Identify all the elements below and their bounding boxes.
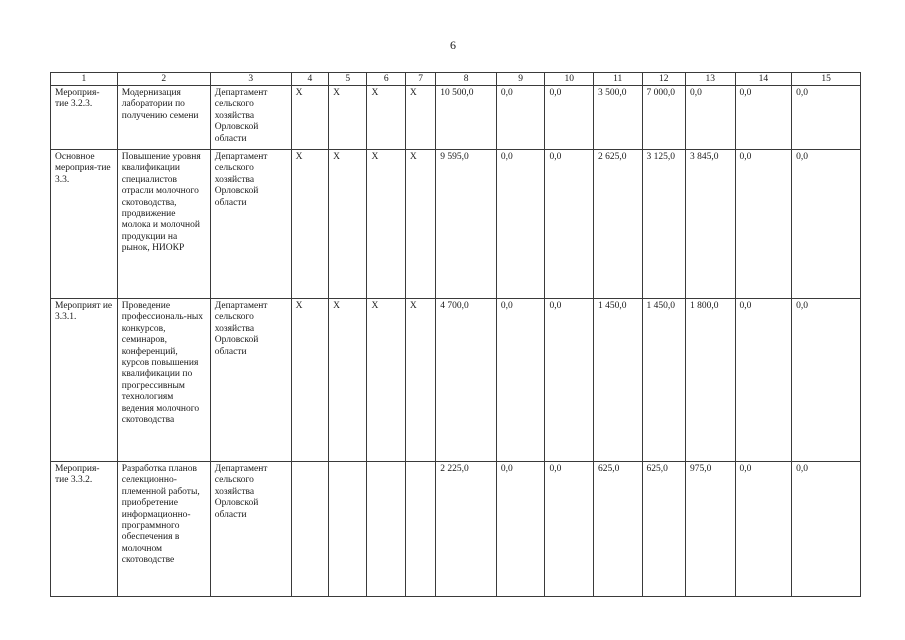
cell-col10: 0,0 bbox=[545, 299, 594, 462]
column-header: 14 bbox=[735, 73, 792, 86]
budget-table bbox=[50, 72, 861, 597]
cell-col13: 975,0 bbox=[685, 462, 735, 597]
cell-col9: 0,0 bbox=[496, 462, 545, 597]
cell-col5: X bbox=[329, 299, 367, 462]
cell-col4 bbox=[291, 462, 328, 597]
cell-col12: 625,0 bbox=[642, 462, 685, 597]
cell-col5: X bbox=[329, 150, 367, 299]
column-header: 7 bbox=[405, 73, 435, 86]
cell-col12: 1 450,0 bbox=[642, 299, 685, 462]
row-name: Повышение уровня квалификации специалистов отрасли молочного скотоводства, продвижение молока и молочной продукции на рынок, НИОКР bbox=[117, 150, 210, 299]
row-executor: Департамент сельского хозяйства Орловской области bbox=[210, 462, 291, 597]
row-executor: Департамент сельского хозяйства Орловской области bbox=[210, 299, 291, 462]
cell-col14: 0,0 bbox=[735, 150, 792, 299]
cell-col12: 3 125,0 bbox=[642, 150, 685, 299]
column-header: 13 bbox=[685, 73, 735, 86]
row-name: Разработка планов селекционно-племенной работы, приобретение информационно-программного обеспечения в молочном скотоводстве bbox=[117, 462, 210, 597]
table-row bbox=[51, 86, 861, 150]
page-number: 6 bbox=[450, 38, 456, 52]
cell-col8: 9 595,0 bbox=[436, 150, 497, 299]
cell-col14: 0,0 bbox=[735, 462, 792, 597]
cell-col11: 3 500,0 bbox=[593, 86, 642, 150]
column-header: 12 bbox=[642, 73, 685, 86]
header-row bbox=[51, 73, 861, 86]
column-header: 1 bbox=[51, 73, 118, 86]
cell-col13: 3 845,0 bbox=[685, 150, 735, 299]
cell-col4: X bbox=[291, 86, 328, 150]
cell-col11: 1 450,0 bbox=[593, 299, 642, 462]
cell-col4: X bbox=[291, 299, 328, 462]
column-header: 5 bbox=[329, 73, 367, 86]
cell-col6 bbox=[367, 462, 405, 597]
row-code: Мероприят ие 3.3.1. bbox=[51, 299, 118, 462]
cell-col12: 7 000,0 bbox=[642, 86, 685, 150]
cell-col10: 0,0 bbox=[545, 462, 594, 597]
cell-col6: X bbox=[367, 150, 405, 299]
row-name: Проведение профессиональ-ных конкурсов, семинаров, конференций, курсов повышения квалификации по прогрессивным технологиям ведения молочного скотоводства bbox=[117, 299, 210, 462]
column-header: 11 bbox=[593, 73, 642, 86]
row-code: Мероприя-тие 3.2.3. bbox=[51, 86, 118, 150]
cell-col5: X bbox=[329, 86, 367, 150]
cell-col15: 0,0 bbox=[792, 150, 861, 299]
cell-col6: X bbox=[367, 299, 405, 462]
column-header: 9 bbox=[496, 73, 545, 86]
cell-col8: 10 500,0 bbox=[436, 86, 497, 150]
cell-col9: 0,0 bbox=[496, 299, 545, 462]
column-header: 2 bbox=[117, 73, 210, 86]
cell-col15: 0,0 bbox=[792, 86, 861, 150]
cell-col11: 625,0 bbox=[593, 462, 642, 597]
row-code: Мероприя-тие 3.3.2. bbox=[51, 462, 118, 597]
table-row bbox=[51, 299, 861, 462]
cell-col15: 0,0 bbox=[792, 299, 861, 462]
table-row bbox=[51, 462, 861, 597]
cell-col9: 0,0 bbox=[496, 150, 545, 299]
row-name: Модернизация лаборатории по получению семени bbox=[117, 86, 210, 150]
cell-col8: 4 700,0 bbox=[436, 299, 497, 462]
cell-col8: 2 225,0 bbox=[436, 462, 497, 597]
column-header: 4 bbox=[291, 73, 328, 86]
cell-col5 bbox=[329, 462, 367, 597]
table-row bbox=[51, 150, 861, 299]
cell-col10: 0,0 bbox=[545, 86, 594, 150]
cell-col7: X bbox=[405, 86, 435, 150]
cell-col10: 0,0 bbox=[545, 150, 594, 299]
column-header: 3 bbox=[210, 73, 291, 86]
cell-col14: 0,0 bbox=[735, 299, 792, 462]
row-executor: Департамент сельского хозяйства Орловской области bbox=[210, 86, 291, 150]
cell-col9: 0,0 bbox=[496, 86, 545, 150]
cell-col13: 1 800,0 bbox=[685, 299, 735, 462]
cell-col7 bbox=[405, 462, 435, 597]
row-executor: Департамент сельского хозяйства Орловской области bbox=[210, 150, 291, 299]
cell-col6: X bbox=[367, 86, 405, 150]
row-code: Основное мероприя-тие 3.3. bbox=[51, 150, 118, 299]
column-header: 8 bbox=[436, 73, 497, 86]
cell-col4: X bbox=[291, 150, 328, 299]
cell-col14: 0,0 bbox=[735, 86, 792, 150]
cell-col15: 0,0 bbox=[792, 462, 861, 597]
column-header: 6 bbox=[367, 73, 405, 86]
cell-col7: X bbox=[405, 299, 435, 462]
column-header: 10 bbox=[545, 73, 594, 86]
cell-col11: 2 625,0 bbox=[593, 150, 642, 299]
cell-col7: X bbox=[405, 150, 435, 299]
column-header: 15 bbox=[792, 73, 861, 86]
cell-col13: 0,0 bbox=[685, 86, 735, 150]
